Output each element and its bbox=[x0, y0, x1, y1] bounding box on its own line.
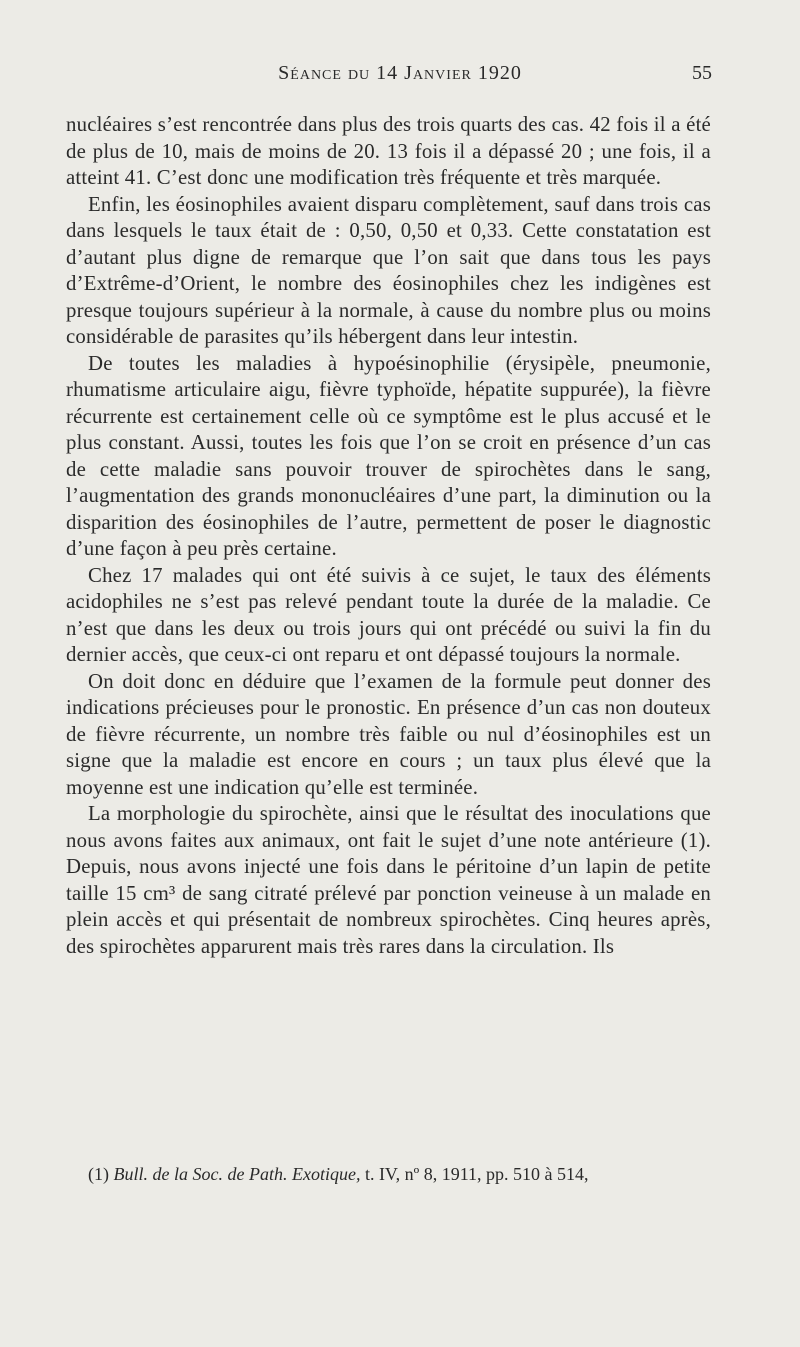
paragraph: nucléaires s’est rencontrée dans plus des trois quarts des cas. 42 fois il a été de plus de 10, mais de moins de 20. 13 fois il a dépassé 20 ; une fois, il a atteint 41. C’est donc une modification très fréquente et très marquée. bbox=[66, 113, 711, 189]
paragraph: Enfin, les éosinophiles avaient disparu complètement, sauf dans trois cas dans lesquels le taux était de : 0,50, 0,50 et 0,33. Cette constatation est d’autant plus digne de remarque que l’on sait que dans tous les pays d’Extrême-d’Orient, le nombre des éosinophiles chez les indigènes est presque toujours supérieur à la normale, à cause du nombre plus ou moins considérable de parasites qu’ils hébergent dans leur intestin. bbox=[66, 192, 711, 348]
running-title: Séance du 14 Janvier 1920 bbox=[278, 62, 522, 84]
paragraph: On doit donc en déduire que l’examen de la formule peut donner des indications précieuses pour le pronostic. En présence d’un cas non douteux de fièvre récurrente, un nombre très faible ou nul d’éosinophiles est un signe que la maladie est encore en cours ; un taux plus élevé que la moyenne est une indication qu’elle est terminée. bbox=[66, 669, 711, 799]
footnote bbox=[88, 1163, 728, 1185]
footnote-details: t. IV, nº 8, 1911, pp. 510 à 514, bbox=[360, 1164, 589, 1184]
footnote-marker: (1) bbox=[88, 1164, 114, 1184]
body-text bbox=[66, 112, 711, 960]
paragraph: Chez 17 malades qui ont été suivis à ce sujet, le taux des éléments acidophiles ne s’est pas relevé pendant toute la durée de la maladie. Ce n’est que dans les deux ou trois jours qui ont précédé ou suivi la fin du dernier accès, que ceux-ci ont reparu et ont dépassé toujours la normale. bbox=[66, 563, 711, 666]
footnote-source: Bull. de la Soc. de Path. Exotique, bbox=[113, 1164, 361, 1184]
running-head bbox=[0, 62, 800, 92]
paragraph: De toutes les maladies à hypoésinophilie (érysipèle, pneumonie, rhumatisme articulaire aigu, fièvre typhoïde, hépatite suppurée), la fièvre récurrente est certainement celle où ce symptôme est le plus accusé et le plus constant. Aussi, toutes les fois que l’on se croit en présence d’un cas de cette maladie sans pouvoir trouver de spirochètes dans le sang, l’augmentation des grands mononucléaires d’une part, la diminution ou la disparition des éosinophiles de l’autre, permettent de poser le diagnostic d’une façon à peu près certaine. bbox=[66, 351, 711, 560]
paragraph: La morphologie du spirochète, ainsi que le résultat des inoculations que nous avons faites aux animaux, ont fait le sujet d’une note antérieure (1). Depuis, nous avons injecté une fois dans le péritoine d’un lapin de petite taille 15 cm³ de sang citraté prélevé par ponction veineuse à un malade en plein accès et qui présentait de nombreux spirochètes. Cinq heures après, des spirochètes apparurent mais très rares dans la circulation. Ils bbox=[66, 802, 711, 958]
page-number: 55 bbox=[692, 62, 712, 84]
